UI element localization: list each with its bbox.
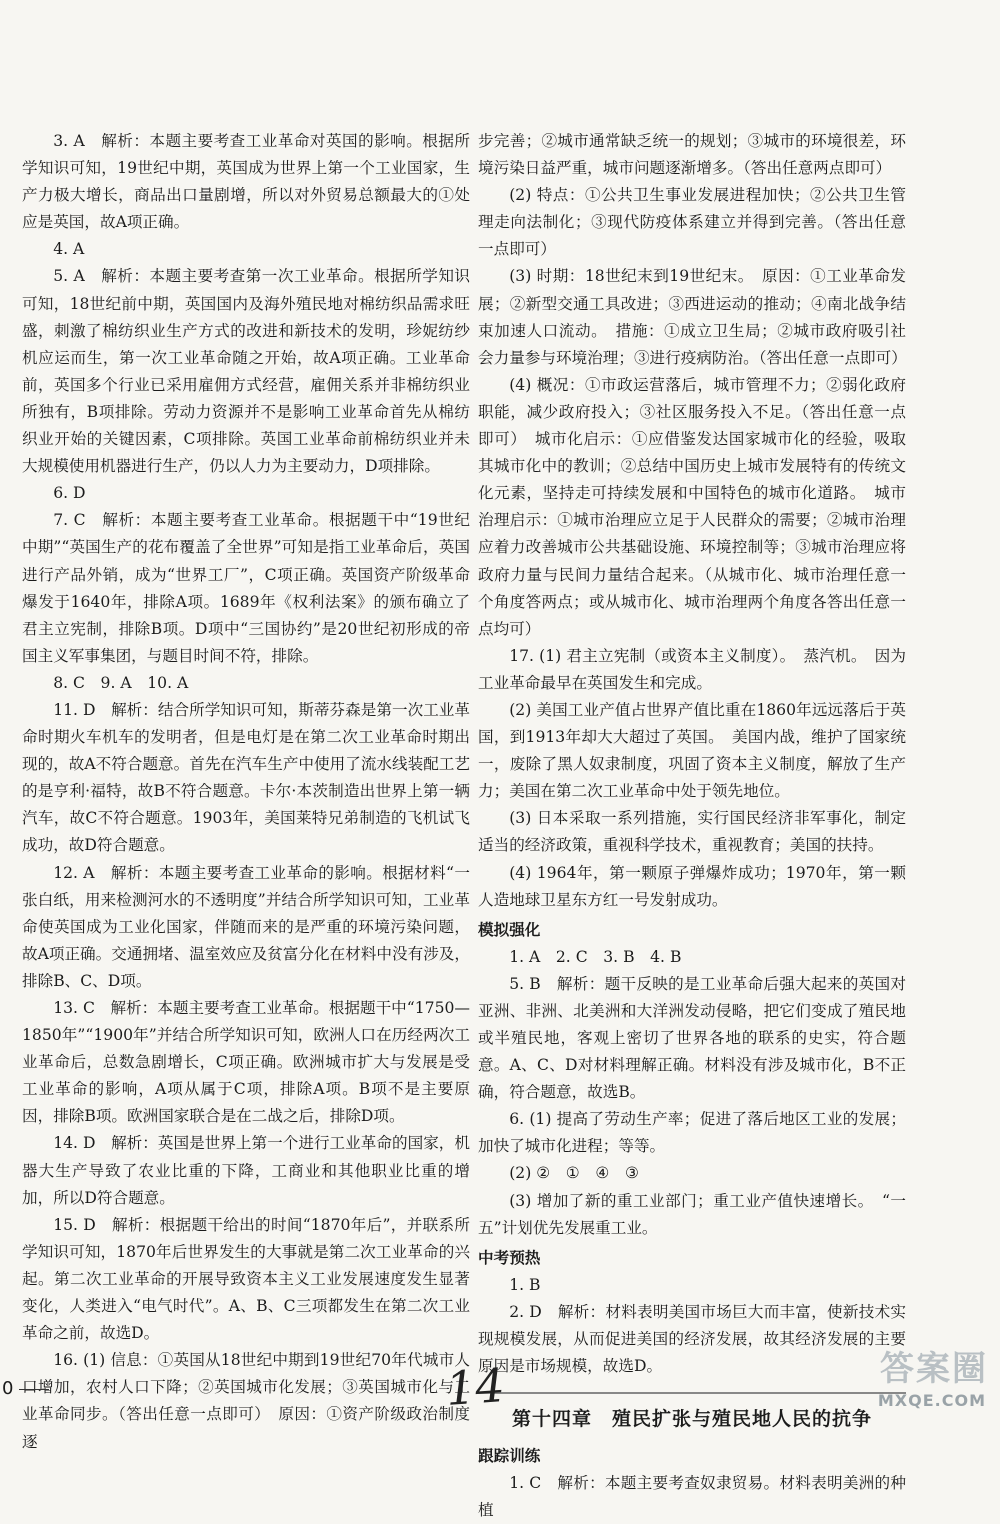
answer-13: 13. C 解析：本题主要考查工业革命。根据题干中“1750—1850年”“1900年”并结合所学知识可知，欧洲人口在历经两次工业革命后，总数急剧增长，C项正确。欧洲城市扩大与发展是受工业革命的影响，A项从属于C项，排除A项。B项不是主要原因，排除B项。欧洲国家联合是在二战之后，排除D项。	[22, 999, 471, 1126]
answer-16-4: (4) 概况：①市政运营落后，城市管理不力；②弱化政府职能，减少政府投入；③社区服务投入不足。（答出任意一点即可） 城市化启示：①应借鉴发达国家城市化的经验，吸取其城市化中的教训；②总结中国历史上城市发展特有的传统文化元素，坚持走可持续发展和中国特色的城市化道路。 城市治理启示：①城市治理应立足于人民群众的需要；②城市治理应着力改善城市公共基础设施、环境控制等；③城市治理应将政府力量与民间力量结合起来。（从城市化、城市治理任意一个角度答两点；或从城市化、城市治理两个角度各答出任意一点均可）	[478, 375, 906, 638]
answer-8-10: 8. C 9. A 10. A	[53, 673, 189, 692]
answer-16-2: (2) 特点：①公共卫生事业发展进程加快；②公共卫生管理走向法制化；③现代防疫体系建立并得到完善。（答出任意一点即可）	[478, 186, 906, 259]
simulate-item: (2) ② ① ④ ③	[509, 1164, 639, 1183]
answer-5: 5. A 解析：本题主要考查第一次工业革命。根据所学知识可知，18世纪前中期，英国国内及海外殖民地对棉纺织品需求旺盛，刺激了棉纺织业生产方式的改进和新技术的发明，珍妮纺纱机应运而生，第一次工业革命随之开始，故A项正确。工业革命前，英国多个行业已采用雇佣方式经营，雇佣关系并非棉纺织业所独有，B项排除。劳动力资源并不是影响工业革命首先从棉纺织业开始的关键因素，C项排除。英国工业革命前棉纺织业并未大规模使用机器进行生产，仍以人力为主要动力，D项排除。	[22, 267, 470, 476]
section-heading-simulate: 模拟强化	[478, 920, 541, 939]
answer-16-continued: 步完善；②城市通常缺乏统一的规划；③城市的环境很差，环境污染日益严重，城市问题逐渐增多。（答出任意两点即可）	[478, 132, 906, 178]
simulate-item: 1. A 2. C 3. B 4. B	[509, 947, 682, 966]
answer-17-1: 17. (1) 君主立宪制（或资本主义制度）。 蒸汽机。 因为工业革命最早在英国发生和完成。	[478, 646, 906, 692]
answer-15: 15. D 解析：根据题干给出的时间“1870年后”，并联系所学知识可知，1870年后世界发生的大事就是第二次工业革命的兴起。第二次工业革命的开展导致资本主义工业发展速度发生显著变化，人类进入“电气时代”。A、B、C三项都发生在第二次工业革命之前，故选D。	[22, 1215, 470, 1343]
track-item: 1. C 解析：本题主要考查奴隶贸易。材料表明美洲的种植	[478, 1474, 906, 1520]
answer-6: 6. D	[53, 484, 86, 503]
answer-17-3: (3) 日本采取一系列措施，实行国民经济非军事化，制定适当的经济政策，重视科学技术，重视教育；美国的扶持。	[478, 809, 906, 855]
answer-3: 3. A 解析：本题主要考查工业革命对英国的影响。根据所学知识可知，19世纪中期，英国成为世界上第一个工业国家，生产力极大增长，商品出口量剧增，所以对外贸易总额最大的①处应是英国，故A项正确。	[22, 132, 470, 232]
section-heading-exam: 中考预热	[478, 1248, 541, 1267]
answer-4: 4. A	[53, 240, 85, 259]
exam-item: 1. B	[509, 1275, 541, 1294]
watermark-logo	[846, 1350, 996, 1416]
watermark-en: MXQE.COM	[877, 1391, 986, 1410]
exam-item: 2. D 解析：材料表明美国市场巨大而丰富，使新技术实现规模发展，从而促进美国的经济发展，故其经济发展的主要原因是市场规模，故选D。	[478, 1302, 906, 1376]
chapter-divider	[478, 1392, 906, 1394]
simulate-item: (3) 增加了新的重工业部门；重工业产值快速增长。 “一五”计划优先发展重工业。	[478, 1191, 906, 1237]
answer-17-2: (2) 美国工业产值占世界产值比重在1860年远远落后于英国，到1913年却大大超过了英国。 美国内战，维护了国家统一，废除了黑人奴隶制度，巩固了资本主义制度，解放了生产力；美国在第二次工业革命中处于领先地位。	[478, 700, 906, 801]
page-number: 0	[2, 1378, 49, 1399]
simulate-item: 6. (1) 提高了劳动生产率；促进了落后地区工业的发展；加快了城市化进程；等等。	[478, 1110, 906, 1156]
left-column	[22, 128, 470, 1456]
right-column	[478, 128, 906, 1524]
handwritten-page-number: 14	[444, 1358, 507, 1416]
answer-12: 12. A 解析：本题主要考查工业革命的影响。根据材料“一张白纸，用来检测河水的不透明度”并结合所学知识可知，工业革命使英国成为工业化国家，伴随而来的是严重的环境污染问题，故A项正确。交通拥堵、温室效应及贫富分化在材料中没有涉及，排除B、C、D项。	[22, 863, 470, 990]
chapter-title: 第十四章 殖民扩张与殖民地人民的抗争	[511, 1408, 872, 1431]
answer-16-3: (3) 时期：18世纪末到19世纪末。 原因：①工业革命发展；②新型交通工具改进；③西进运动的推动；④南北战争结束加速人口流动。 措施：①成立卫生局；②城市政府吸引社会力量参与环境治理；③进行疫病防治。（答出任意一点即可）	[478, 267, 907, 367]
answer-14: 14. D 解析：英国是世界上第一个进行工业革命的国家，机器大生产导致了农业比重的下降，工商业和其他职业比重的增加，所以D符合题意。	[22, 1134, 470, 1207]
answer-11: 11. D 解析：结合所学知识可知，斯蒂芬森是第一次工业革命时期火车机车的发明者，但是电灯是在第二次工业革命时期出现的，故A不符合题意。首先在汽车生产中使用了流水线装配工艺的是亨利·福特，故B不符合题意。卡尔·本茨制造出世界上第一辆汽车，故C不符合题意。1903年，美国莱特兄弟制造的飞机试飞成功，故D符合题意。	[22, 700, 470, 855]
watermark-cn: 答案圈	[880, 1349, 988, 1389]
answer-7: 7. C 解析：本题主要考查工业革命。根据题干中“19世纪中期”“英国生产的花布覆盖了全世界”可知是指工业革命后，英国进行产品外销，成为“世界工厂”，C项正确。英国资产阶级革命爆发于1640年，排除A项。1689年《权利法案》的颁布确立了君主立宪制，排除B项。D项中“三国协约”是20世纪初形成的帝国主义军事集团，与题目时间不符，排除。	[22, 511, 470, 665]
answer-16-part1: 16. (1) 信息：①英国从18世纪中期到19世纪70年代城市人口增加，农村人口下降；②英国城市化发展；③英国城市化与工业革命同步。（答出任意一点即可） 原因：①资产阶级政治制度逐	[22, 1351, 470, 1451]
simulate-item: 5. B 解析：题干反映的是工业革命后强大起来的英国对亚洲、非洲、北美洲和大洋洲发动侵略，把它们变成了殖民地或半殖民地，客观上密切了世界各地的联系的史实，符合题意。A、C、D对材料理解正确。材料没有涉及城市化，B不正确，符合题意，故选B。	[478, 974, 906, 1102]
section-heading-track: 跟踪训练	[478, 1447, 541, 1466]
answer-17-4: (4) 1964年，第一颗原子弹爆炸成功；1970年，第一颗人造地球卫星东方红一号发射成功。	[478, 863, 906, 909]
